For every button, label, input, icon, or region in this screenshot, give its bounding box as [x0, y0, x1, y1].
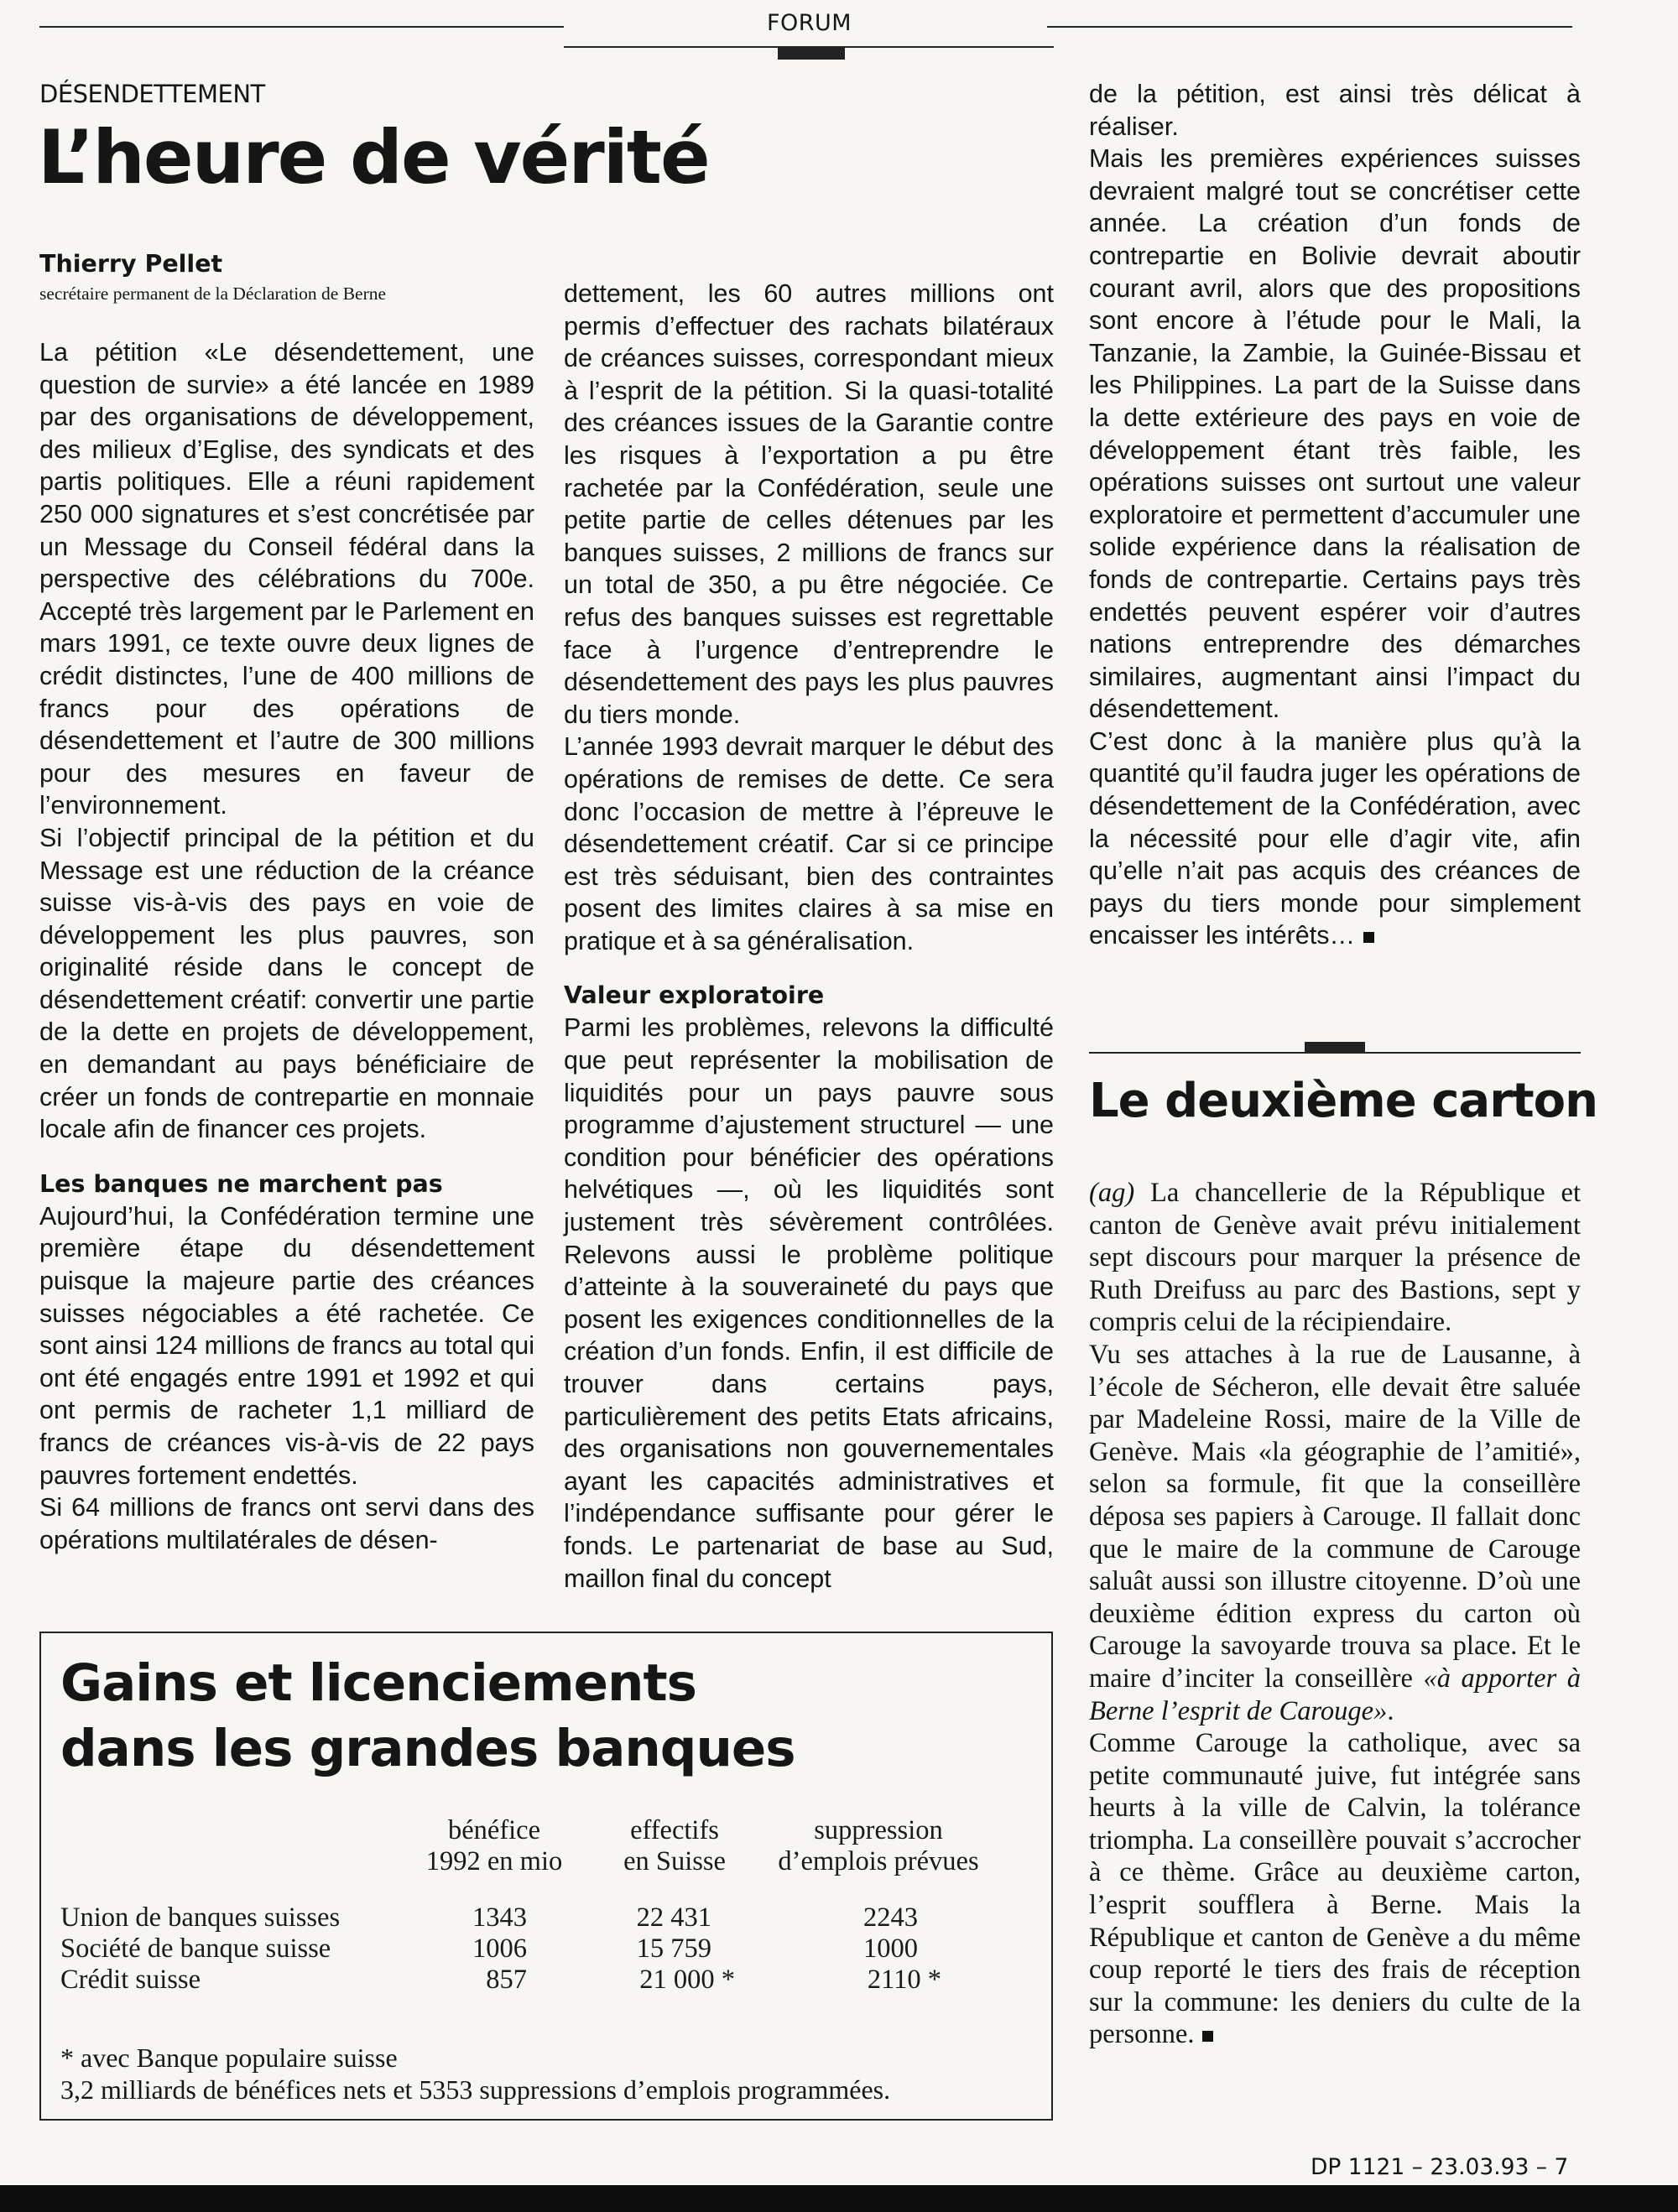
- table-footnote: * avec Banque populaire suisse: [60, 2043, 398, 2073]
- article-column-2: [564, 278, 1054, 1595]
- cuts-cell: 2110 *: [867, 1965, 941, 1995]
- column-header: bénéfice 1992 en mio: [425, 1815, 563, 1876]
- paragraph-text: C’est donc à la manière plus qu’à la quantité qu’il faudra juger les opérations de désendettement de la Confédération, avec la nécessité pour elle d’agir vite, afin qu’elle n’ait pas acquis des créances de pays du tiers monde pour simplement encaisser les intérêts…: [1089, 726, 1581, 950]
- bank-table: [60, 1815, 993, 1996]
- subheading: Les banques ne marchent pas: [39, 1169, 443, 1198]
- table-row: [60, 1934, 993, 1965]
- profit-cell: 857: [486, 1965, 527, 1995]
- paragraph: [1089, 1177, 1581, 1339]
- cuts-cell: 1000: [863, 1934, 918, 1964]
- paragraph: de la pétition, est ainsi très délicat à réaliser.: [1089, 80, 1581, 141]
- paragraph: Aujourd’hui, la Confédération termine une première étape du désendettement puisque la majeure partie des créances suisses négociables a été rachetée. Ce sont ainsi 124 millions de francs au total qui ont été engagés entre 1991 et 1992 et qui ont permis de racheter 1,1 milliard de francs de créances vis-à-vis de 22 pays pauvres fortement endettés.: [39, 1201, 534, 1490]
- paragraph-text: .: [1387, 1695, 1394, 1726]
- article2-body: [1089, 1177, 1581, 2051]
- staff-cell: 21 000 *: [639, 1965, 735, 1995]
- bank-name: Union de banques suisses: [60, 1902, 341, 1933]
- bank-name: Crédit suisse: [60, 1965, 201, 1995]
- paragraph: La pétition «Le désendettement, une question de survie» a été lancée en 1989 par des organisations de développement, des milieux d’Eglise, des syndicats et des partis politiques. Elle a réuni rapidement 250 000 signatures et s’est concrétisée par un Message du Conseil fédéral dans la perspective des célébrations du 700e. Accepté très largement par le Parlement en mars 1991, ce texte ouvre deux lignes de crédit distinctes, l’une de 400 millions de francs pour des opérations de désendettement et l’autre de 300 millions pour des mesures en faveur de l’environnement.: [39, 338, 534, 820]
- box-title: [60, 1651, 795, 1782]
- table-header-row: [60, 1815, 993, 1877]
- header-marker: [778, 48, 845, 60]
- profit-cell: 1006: [472, 1934, 527, 1964]
- article-column-3: [1089, 78, 1581, 952]
- column-header: suppression d’emplois prévues: [778, 1815, 979, 1876]
- paragraph: Si l’objectif principal de la pétition et du Message est une réduction de la créance suisse vis-à-vis des pays en voie de développement les plus pauvres, son originalité réside dans le concept de désendettement créatif: convertir une partie de la dette en projets de développement, en demandant au pays bénéficiaire de créer un fonds de contrepartie en monnaie locale afin de financer ces projets.: [39, 823, 534, 1144]
- staff-cell: 15 759: [636, 1934, 711, 1964]
- article-column-1: [39, 336, 534, 1556]
- article-title: L’heure de vérité: [38, 114, 709, 200]
- article2-marker: [1305, 1042, 1365, 1053]
- bank-name: Société de banque suisse: [60, 1934, 331, 1964]
- header-rule-right: [1047, 26, 1572, 28]
- header-rule-left: [39, 26, 564, 28]
- column-header: effectifs en Suisse: [623, 1815, 726, 1876]
- paragraph: [1089, 1727, 1581, 2051]
- paragraph: Si 64 millions de francs ont servi dans des opérations multilatérales de désen-: [39, 1493, 534, 1554]
- paragraph: dettement, les 60 autres millions ont permis d’effectuer des rachats bilatéraux de créances suisses, correspondant mieux à l’esprit de la pétition. Si la quasi-totalité des créances issues de la Garantie contre les risques à l’exportation a pu être rachetée par la Confédération, seule une petite partie de celles détenues par les banques suisses, 2 millions de francs sur un total de 350, a pu être négociée. Ce refus des banques suisses est regrettable face à l’urgence d’entreprendre le désendettement des pays les plus pauvres du tiers monde.: [564, 279, 1054, 729]
- author-initials: (ag): [1089, 1178, 1135, 1208]
- table-row: [60, 1902, 993, 1934]
- article-kicker: DÉSENDETTEMENT: [39, 80, 265, 108]
- box-title-line: Gains et licenciements: [60, 1653, 696, 1713]
- author-role: secrétaire permanent de la Déclaration de Berne: [39, 284, 387, 304]
- paragraph-text: Vu ses attaches à la rue de Lausanne, à l’école de Sécheron, elle devait être saluée par Madeleine Rossi, maire de la Ville de Genève. Mais «la géographie de l’amitié», selon sa formule, fit que la conseillère déposa ses papiers à Carouge. Il fallait donc que le maire de la commune de Carouge saluât aussi son illustre citoyenne. D’où une deuxième édition express du carton où Carouge la savoyarde trouva sa place. Et le maire d’inciter la conseillère: [1089, 1339, 1581, 1694]
- paragraph: L’année 1993 devrait marquer le début des opérations de remises de dette. Ce sera donc l’occasion de mettre à l’épreuve le désendettement créatif. Car si ce principe est très séduisant, bien des contraintes posent des limites claires à sa mise en pratique et à sa généralisation.: [564, 732, 1054, 955]
- table-summary: 3,2 milliards de bénéfices nets et 5353 suppressions d’emplois programmées.: [60, 2074, 891, 2105]
- article2-title: Le deuxième carton: [1089, 1074, 1597, 1128]
- author-name: Thierry Pellet: [39, 250, 223, 278]
- paragraph: Parmi les problèmes, relevons la difficulté que peut représenter la mobilisation de liquidités pour un pays pauvre sous programme d’ajustement structurel — une condition pour bénéficier des opérations helvétiques —, où les liquidités sont justement très sévèrement contrôlées. Relevons aussi le problème politique d’atteinte à la souveraineté du pays que posent les exigences conditionnelles de la création d’un fonds. Enfin, il est difficile de trouver dans certains pays, particulièrement des petits Etats africains, des organisations non gouvernementales ayant les capacités administratives et l’indépendance suffisante pour gérer le fonds. Le partenariat de base au Sud, maillon final du concept: [564, 1013, 1054, 1593]
- paragraph: Mais les premières expériences suisses devraient malgré tout se concrétiser cette année. La création d’un fonds de contrepartie en Bolivie devrait aboutir courant avril, alors que des propositions sont encore à l’étude pour le Mali, la Tanzanie, la Zambie, la Guinée-Bissau et les Philippines. La part de la Suisse dans la dette extérieure des pays en voie de développement étant très faible, les opérations suisses ont surtout une valeur exploratoire et permettent d’accumuler une solide expérience dans la réalisation de fonds de contrepartie. Certains pays très endettés peuvent espérer voir d’autres nations entreprendre des démarches similaires, augmentant ainsi l’impact du désendettement.: [1089, 144, 1581, 724]
- page-footer: DP 1121 – 23.03.93 – 7: [1311, 2154, 1569, 2180]
- paragraph: [1089, 1339, 1581, 1727]
- end-mark-icon: [1202, 2031, 1213, 2042]
- quote: «à apporter à Berne l’esprit de Carouge»: [1089, 1663, 1582, 1726]
- cuts-cell: 2243: [863, 1902, 918, 1933]
- end-mark-icon: [1363, 932, 1374, 943]
- subheading: Valeur exploratoire: [564, 981, 825, 1010]
- table-row: [60, 1965, 993, 1996]
- paragraph-text: Comme Carouge la catholique, avec sa petite communauté juive, fut intégrée sans heurts à la ville de Calvin, la tolérance triompha. La conseillère pouvait s’accrocher à ce thème. Grâce au deuxième carton, l’esprit soufflera à Berne. Mais la République et canton de Genève a du même coup reporté le tiers des frais de réception sur la commune: les deniers du culte de la personne.: [1089, 1728, 1581, 2050]
- section-label: FORUM: [767, 10, 852, 36]
- paragraph-text: La chancellerie de la République et canton de Genève avait prévu initialement sept discours pour marquer la présence de Ruth Dreifuss au parc des Bastions, sept y compris celui de la récipiendaire.: [1089, 1178, 1581, 1338]
- staff-cell: 22 431: [636, 1902, 711, 1933]
- box-title-line: dans les grandes banques: [60, 1719, 795, 1778]
- profit-cell: 1343: [472, 1902, 527, 1933]
- bottom-edge-bar: [0, 2185, 1678, 2212]
- paragraph: [1089, 726, 1581, 952]
